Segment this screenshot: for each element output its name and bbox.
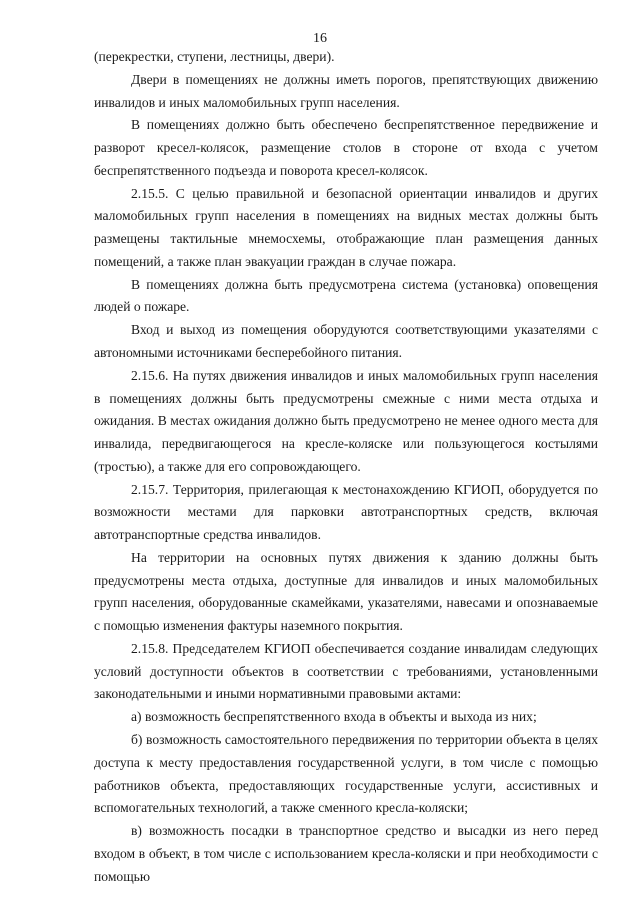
paragraph: В помещениях должно быть обеспечено беспрепятственное передвижение и разворот кресел-колясок, размещение столов в стороне от входа с учетом беспрепятственного подъезда и поворота кресел-колясок. [94,117,598,178]
paragraph: На территории на основных путях движения к зданию должны быть предусмотрены места отдыха, доступные для инвалидов и иных маломобильных групп населения, оборудованные скамейками, указателями, навесами и опознаваемые с помощью изменения фактуры наземного покрытия. [94,549,598,634]
paragraph: Вход и выход из помещения оборудуются соответствующими указателями с автономными источниками бесперебойного питания. [94,322,598,361]
document-body [94,46,598,888]
paragraph: Двери в помещениях не должны иметь порогов, препятствующих движению инвалидов и иных маломобильных групп населения. [94,71,598,110]
list-item: а) возможность беспрепятственного входа в объекты и выхода из них; [131,709,537,725]
paragraph: 2.15.6. На путях движения инвалидов и иных маломобильных групп населения в помещениях должны быть предусмотрены смежные с ними места отдыха и ожидания. В местах ожидания должно быть предусмотрено не менее одного места для инвалида, передвигающегося на кресле-коляске или пользующегося костылями (тростью), а также для его сопровождающего. [94,367,598,474]
list-item: б) возможность самостоятельного передвижения по территории объекта в целях доступа к месту предоставления государственной услуги, в том числе с помощью работников объекта, предоставляющих государственные услуги, ассистивных и вспомогательных технологий, а также сменного кресла-коляски; [94,732,598,816]
list-item: в) возможность посадки в транспортное средство и высадки из него перед входом в объект, в том числе с использованием кресла-коляски и при необходимости с помощью [94,823,598,884]
paragraph: 2.15.5. С целью правильной и безопасной ориентации инвалидов и других маломобильных групп населения в помещениях на видных местах должны быть размещены тактильные мнемосхемы, отображающие план размещения данных помещений, а также план эвакуации граждан в случае пожара. [94,185,598,269]
paragraph: 2.15.7. Территория, прилегающая к местонахождению КГИОП, оборудуется по возможности местами для парковки автотранспортных средств, включая автотранспортные средства инвалидов. [94,481,598,543]
paragraph: (перекрестки, ступени, лестницы, двери). [94,49,335,64]
paragraph: В помещениях должна быть предусмотрена система (установка) оповещения людей о пожаре. [94,276,598,315]
page-number: 16 [313,31,327,46]
paragraph: 2.15.8. Председателем КГИОП обеспечивается создание инвалидам следующих условий доступности объектов в соответствии с требованиями, установленными законодательными и иными нормативными правовыми актами: [94,640,598,702]
